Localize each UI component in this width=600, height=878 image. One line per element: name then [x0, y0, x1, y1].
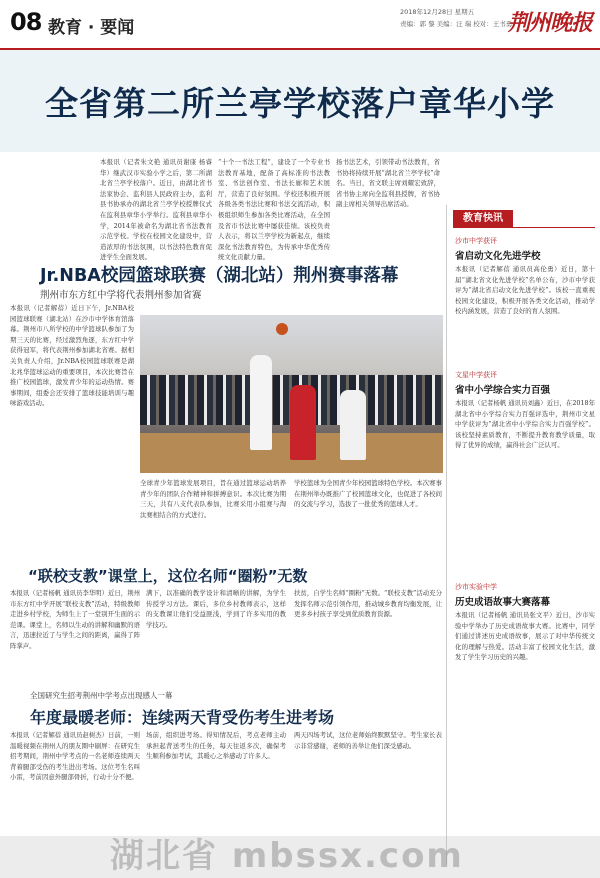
photo-player-white-2 [340, 390, 366, 460]
nba-col-4: 学校篮球为全国青少年校园篮球特色学校。本次赛事在荆州举办既推广了校园篮球文化，也促进了各校间的交流与学习，选拔了一批优秀的篮球人才。 [294, 479, 442, 509]
nba-subheadline: 荆州市东方红中学将代表荆州参加省赛 [40, 290, 202, 301]
teacher-col-3: 两天四场考试，这位老师始终默默坚守。考生家长表示非常感谢，老师的善举让他们深受感动。 [294, 731, 442, 750]
teacher-col-1: 本报讯（记者解蓓 通讯员赵树杰）日前，一则温暖视频在荆州人的朋友圈中刷屏：在研究生招考期间，荆州中学考点的一名老师连续两天背着腿部受伤的考生进出考场。这位考生名叫小雷，考前因意外腿部骨折，行动十分不便。 [10, 731, 140, 782]
nba-col-3: 全球青少年篮球发展项目，旨在通过篮球运动培养青少年的团队合作精神和拼搏意识。本次比赛为期三天，共有八支代表队参加，比赛采用小组赛与淘汰赛相结合的方式进行。 [140, 479, 286, 519]
sidebar-title-2: 省中小学综合实力百强 [455, 385, 551, 396]
sidebar-rule [453, 227, 595, 228]
site-watermark: 湖北省 mbssx.com [110, 836, 464, 876]
sidebar-title-1: 省启动文化先进学校 [455, 251, 541, 262]
sidebar-text-3: 本报讯（记者杨帆 通讯员张文平）近日，沙市实验中学举办了历史成语故事大赛。比赛中，同学们通过讲述历史成语故事，展示了对中华传统文化的理解与热爱。活动丰富了校园文化生活，激发了学生学习历史的兴趣。 [455, 611, 595, 662]
sidebar-kicker-3: 沙市实验中学 [455, 583, 497, 591]
page-number: 08 [10, 8, 42, 36]
teacher-kicker: 全国研究生招考荆州中学考点出现感人一幕 [30, 691, 173, 700]
sidebar-kicker-2: 文星中学获评 [455, 371, 497, 379]
photo-basketball [276, 323, 288, 335]
sidebar-header: 教育快讯 [453, 210, 513, 227]
sidebar-title-3: 历史成语故事大赛落幕 [455, 597, 551, 608]
teacher-headline: 年度最暖老师：连续两天背受伤考生进考场 [30, 708, 335, 727]
lead-col-3: 扬书法艺术，引领带动书法教育，省书协将持续开展“湖北省兰亭学校”命名。当日，省文联主席刘耀宏致辞，省书协主席向全监利县授牌，省书协副主席相关领导出席活动。 [336, 158, 440, 209]
nba-col-1: 本报讯（记者解蓓）近日下午，Jr.NBA校园篮球联赛（湖北站）在沙市中学体育馆落幕。荆州市八所学校的中学篮球队参加了为期三天的比赛，经过激烈角逐，东方红中学获得冠军，将代表荆州参加湖北省赛。据相关负责人介绍，Jr.NBA校园篮球联赛是湖北兆华篮球运动的重要项目，本次比赛旨在推广校园篮球，激发青少年的运动热情。赛事期间，组委会还安排了篮球技能培训与趣味游戏活动。 [10, 304, 134, 408]
lianxiao-col-3: 扶贫，自学生名师“圈粉”无数。“联校支教”活动充分发挥名师示范引领作用，推动城乡教育均衡发展，让更多乡村孩子享受到优质教育资源。 [294, 589, 442, 619]
lianxiao-headline: “联校支教”课堂上，这位名师“圈粉”无数 [28, 567, 308, 585]
date-line: 2018年12月28日 星期五 [400, 8, 475, 16]
section-name: 教育 · 要闻 [48, 18, 135, 38]
sidebar-text-1: 本报讯（记者解蓓 通讯员高伦勇）近日，第十届“湖北省文化先进学校”名单公布，沙市中学获评为“湖北省启动文化先进学校”。该校一直重视校园文化建设，积极开展各类文化活动，推动学校内涵发展，营造了良好的育人氛围。 [455, 265, 595, 316]
lead-headline: 全省第二所兰亭学校落户章华小学 [45, 84, 555, 123]
photo-player-red [290, 385, 316, 460]
photo-player-white [250, 355, 272, 450]
newspaper-logo: 荆州晚报 [508, 10, 593, 36]
editor-line: 责编：郭 黎 美编：汪 瑞 校对：王书勇 [400, 20, 513, 28]
lianxiao-col-1: 本报讯（记者杨帆 通讯员李华明）近日，荆州市东方红中学开展“联校支教”活动，特级教师走进乡村学校，为师生上了一堂别开生面的示范课。课堂上，名师以生动的讲解和幽默的语言，迅速拉近了与学生之间的距离，赢得了阵阵掌声。 [10, 589, 140, 650]
basketball-photo [140, 315, 443, 473]
teacher-col-2: 场前，组织进考场。得知情况后，考点老师主动承担起背送考生的任务，每天往返多次，确保考生顺利参加考试，其暖心之举感动了许多人。 [146, 731, 286, 761]
lead-col-1: 本报讯（记者朱文艳 通讯员谢康 杨睿华）继武汉市实验小学之后，第二所湖北省兰亭学校落户。近日，由湖北省书法家协会、监利县人民政府主办，监利县书协承办的湖北省兰亭学校授牌仪式在监利县章华小学举行。监利县章华小学，2014年被命名为湖北省书法教育示范学校。学校在校园文化建设中，营造浓厚的书法氛围，以书法特色教育促进学生全面发展。 [100, 158, 212, 262]
nba-headline: Jr.NBA校园篮球联赛（湖北站）荆州赛事落幕 [40, 266, 399, 286]
sidebar-kicker-1: 沙市中学获评 [455, 237, 497, 245]
column-rule [446, 205, 447, 865]
lianxiao-col-2: 满下，以准确的教学设计和清晰的讲解，为学生传授学习方法。课后，多位乡村教师表示，这样的支教课让他们受益匪浅，学到了许多实用的教学技巧。 [146, 589, 286, 629]
lead-col-2: “十个一书法工程”，建设了一个专业书法教育基地，配备了高标准的书法教室、书法创作室、书法长廊和艺术展厅，营造了良好氛围。学校还积极开展各级各类书法比赛和书法交流活动，积极组织师生参加各类比赛活动，在全国及省市书法比赛中屡获佳绩。该校负责人表示，将以兰亭学校为新起点，继续深化书法教育特色，为传承中华优秀传统文化贡献力量。 [218, 158, 330, 262]
sidebar-text-2: 本报讯（记者杨帆 通讯员刘鑫）近日，在2018年湖北省中小学综合实力百强评选中，荆州市文星中学获评为“湖北省中小学综合实力百强学校”。该校坚持素质教育，不断提升教育教学质量，取得了优异的成绩，赢得社会广泛认可。 [455, 399, 595, 450]
